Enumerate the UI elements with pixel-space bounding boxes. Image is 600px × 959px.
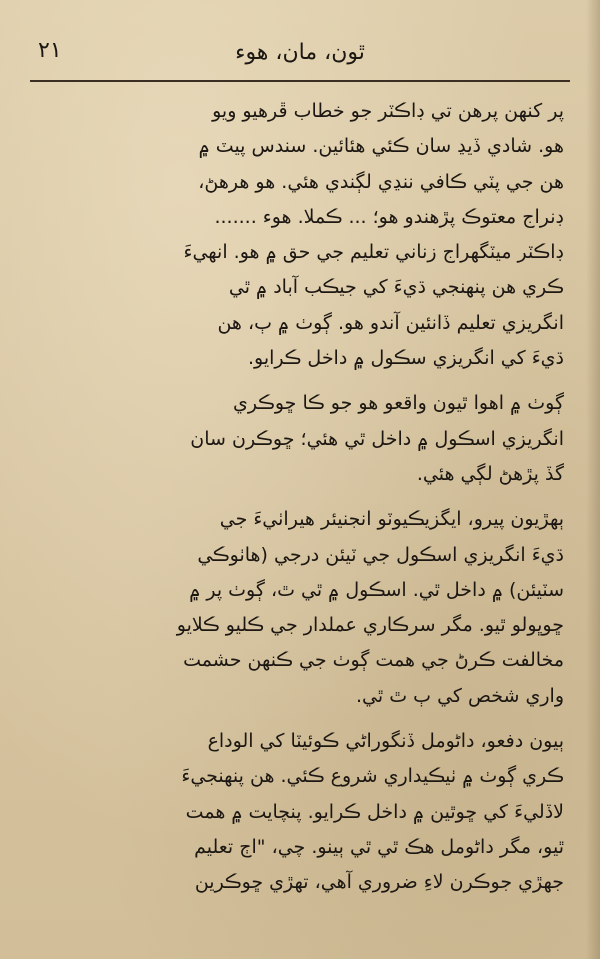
text-line: ٿيو، مگر داڻومل ھڪ ٿي ٿي ٻينو. چي، "اڄ تعليم [194, 835, 564, 858]
text-line: ٻھڙيون پيرو، ايگزيڪيوٽو انجنيئر ھيراٺيءَ جي [219, 508, 564, 531]
text-line: سٽيئن) ۾ داخل ٿي. اسڪول ۾ ٿي ٿ، ڳوٺ پر ۾ [189, 578, 564, 601]
paragraph-1 [36, 94, 564, 376]
text-line: ڪري ھن پنھنجي ڌيءَ کي جيڪب آباد ۾ ٿي [228, 276, 564, 299]
text-line: واري شخص کي ٻ ٿ ٿي. [356, 684, 564, 707]
text-line: ڪري ڳوٺ ۾ ٺيڪيداري شروع ڪئي. ھن پنھنجيءَ [181, 765, 564, 788]
text-line: لاڏليءَ کي ڇوٿين ۾ داخل ڪرايو. پنچايت ۾ ھمت [185, 800, 564, 823]
text-line: جھڙي جوڪرن لاءِ ضروري آھي، تھڙي ڇوڪرين [194, 871, 564, 894]
text-line: ڌيءَ انگريزي اسڪول جي ٽيئن درجي (ھاٺوڪي [197, 543, 564, 566]
running-title: ٿون، مان، ھوء [235, 40, 365, 65]
text-line: ڊاڪٽر ميٽگھراج زناني تعليم جي حق ۾ ھو. انھيءَ [183, 241, 564, 264]
paragraph-3 [36, 502, 564, 714]
body-text [36, 94, 564, 911]
text-line: گڏ پڙھڻ لڳي ھئي. [416, 462, 564, 485]
page-header [30, 30, 570, 74]
text-line: انگريزي اسڪول ۾ داخل ٿي ھئي؛ ڇوڪرن سان [190, 427, 564, 450]
page-number: ۲۱ [38, 38, 62, 63]
text-line: ڳوٺ ۾ اھوا ٿيون واقعو ھو جو ڪا ڇوڪري [233, 392, 564, 415]
paragraph-2 [36, 386, 564, 492]
text-line: ھو. شادي ڏيڍ سان ڪئي ھئائين. سندس پيٽ ۾ [198, 135, 564, 158]
text-line: ڌيءَ کي انگريزي سڪول ۾ داخل ڪرايو. [247, 347, 564, 370]
text-line: انگريزي تعليم ڏانئين آندو ھو. ڳوٺ ۾ ٻ، ھن [217, 311, 564, 334]
paragraph-4 [36, 724, 564, 900]
header-rule [30, 80, 570, 82]
text-line: ڇوڀولو ٿيو. مگر سرڪاري عملدار جي ڪليو ڪلايو [176, 614, 564, 637]
text-line: مخالفت ڪرڻ جي ھمت ڳوٺ جي ڪنھن حشمت [183, 649, 564, 672]
text-line: ھن جي پٽي ڪافي ننڍي لڳندي ھئي. ھو ھرھڻ، [198, 170, 564, 193]
text-line: ڊنراج معتوڪ پڙھندو ھو؛ ... ڪملا. ھوء ....... [214, 205, 564, 228]
text-line: ٻيون دفعو، داڻومل ڏنگوراڻي ڪوئيٽا کي الوداع [207, 730, 564, 753]
text-line: پر کنھن پرھن تي ڊاڪٽر جو خطاب ڦرھيو ويو [212, 100, 564, 122]
